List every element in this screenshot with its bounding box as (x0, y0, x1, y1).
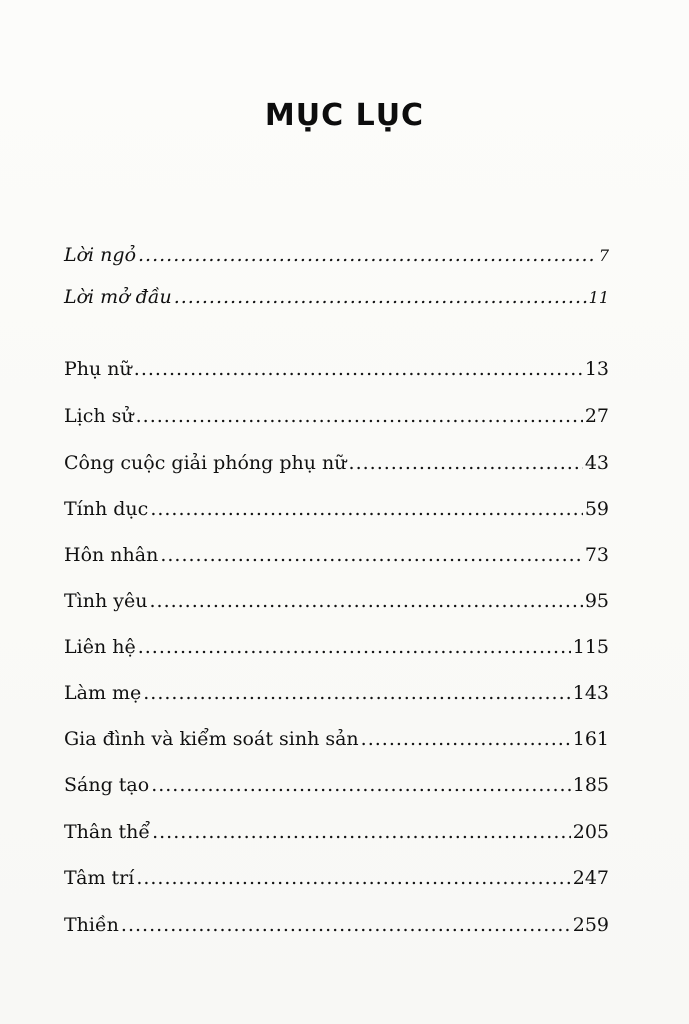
dot-leader (152, 818, 571, 846)
dot-leader (143, 679, 570, 707)
toc-entry-label: Làm mẹ (64, 682, 142, 704)
toc-entry-page: 143 (572, 682, 609, 704)
dot-leader (151, 771, 571, 799)
toc-entry-page: 247 (572, 867, 609, 889)
toc-entry-page: 7 (598, 246, 609, 265)
toc-entry-chapter (64, 495, 609, 523)
toc-entry-page: 59 (584, 498, 609, 520)
toc-entry-label: Thân thể (64, 821, 151, 843)
toc-entry-label: Tâm trí (64, 867, 135, 889)
dot-leader (361, 725, 571, 753)
toc-entry-chapter (64, 449, 609, 477)
toc-entry-chapter (64, 818, 609, 846)
toc-entry-label: Sáng tạo (64, 774, 150, 796)
toc-entry-page: 73 (584, 544, 609, 566)
dot-leader (174, 283, 587, 311)
dot-leader (160, 541, 582, 569)
toc-entry-label: Tính dục (64, 498, 149, 520)
toc-entry-chapter (64, 771, 609, 799)
toc-entry-page: 259 (572, 914, 609, 936)
toc-entry-chapter (64, 864, 609, 892)
page-title: MỤC LỤC (264, 98, 425, 133)
dot-leader (138, 241, 597, 269)
dot-leader (136, 864, 570, 892)
toc-entry-introduction (64, 283, 609, 311)
toc-entry-page: 95 (584, 590, 609, 612)
toc-entry-label: Tình yêu (64, 590, 148, 612)
dot-leader (121, 911, 571, 939)
dot-leader (349, 449, 583, 477)
toc-entry-page: 13 (584, 358, 609, 380)
toc-entry-label: Gia đình và kiểm soát sinh sản (64, 728, 359, 750)
dot-leader (149, 587, 582, 615)
toc-entry-page: 43 (584, 452, 609, 474)
toc-entry-page: 11 (588, 288, 609, 307)
toc-entry-chapter (64, 633, 609, 661)
toc-entry-label: Liên hệ (64, 636, 136, 658)
dot-leader (150, 495, 583, 523)
toc-entry-chapter (64, 355, 609, 383)
toc-entry-page: 115 (572, 636, 609, 658)
toc-entry-chapter (64, 587, 609, 615)
toc-entry-chapter (64, 911, 609, 939)
toc-entry-page: 205 (572, 821, 609, 843)
dot-leader (136, 402, 583, 430)
toc-entry-chapter (64, 725, 609, 753)
toc-entry-page: 27 (584, 405, 609, 427)
toc-entry-label: Lời mở đầu (64, 286, 172, 308)
dot-leader (138, 633, 571, 661)
toc-entry-chapter (64, 402, 609, 430)
toc-entry-label: Lịch sử (64, 405, 134, 427)
toc-entry-chapter (64, 679, 609, 707)
toc-entry-page: 185 (572, 774, 609, 796)
toc-entry-page: 161 (572, 728, 609, 750)
toc-entry-label: Thiền (64, 914, 119, 936)
toc-entry-label: Hôn nhân (64, 544, 159, 566)
toc-entry-foreword (64, 241, 609, 269)
toc-entry-chapter (64, 541, 609, 569)
toc-entry-label: Lời ngỏ (64, 244, 137, 266)
toc-entry-label: Công cuộc giải phóng phụ nữ (64, 452, 347, 474)
toc-entry-label: Phụ nữ (64, 358, 132, 380)
dot-leader (134, 355, 583, 383)
